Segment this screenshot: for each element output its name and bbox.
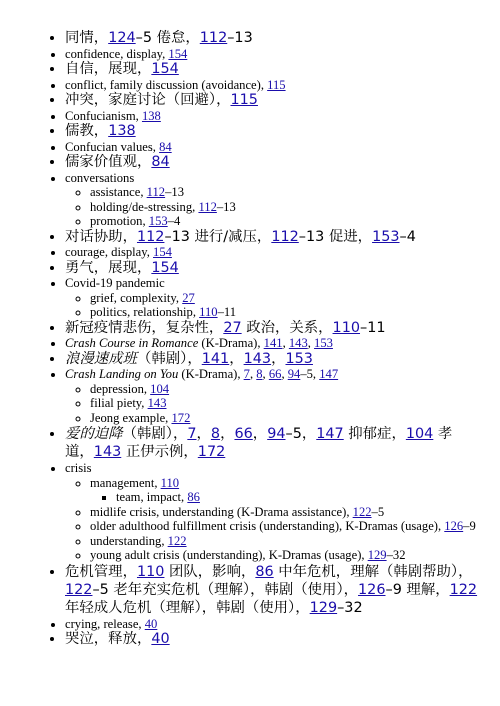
page-ref-link[interactable]: 141 — [201, 350, 230, 367]
entry-text: conversations — [65, 170, 135, 185]
index-entry — [65, 367, 480, 425]
index-entry — [65, 30, 480, 47]
entry-text: –13 — [216, 199, 236, 214]
entry-text: confidence, display, — [65, 46, 169, 61]
page-ref-link[interactable]: 66 — [268, 367, 282, 381]
page-ref-link[interactable]: 8 — [210, 426, 221, 442]
subentry-list — [65, 382, 480, 426]
index-entry — [65, 92, 480, 109]
title-text: Crash Course in Romance — [65, 336, 199, 350]
entry-text: ， — [252, 426, 268, 442]
entry-text: 儒家价值观， — [65, 154, 152, 170]
page-ref-link[interactable]: 124 — [108, 30, 136, 46]
entry-text: 中年危机，理解（韩剧帮助）， — [273, 563, 473, 580]
page-ref-link[interactable]: 126 — [444, 519, 464, 533]
entry-text: ， — [229, 350, 244, 367]
index-entry — [65, 229, 480, 246]
entry-text: –9 理解， — [385, 581, 450, 598]
page-ref-link[interactable]: 126 — [358, 581, 386, 598]
index-subentry — [90, 305, 480, 320]
index-entry — [65, 78, 480, 93]
page-ref-link[interactable]: 40 — [144, 616, 158, 631]
entry-text: , — [281, 367, 288, 381]
index-entry — [65, 351, 480, 368]
index-subentry — [90, 519, 480, 534]
index-entry — [65, 320, 480, 337]
index-entry — [65, 617, 480, 632]
page-ref-link[interactable]: 115 — [267, 77, 286, 92]
page-ref-link[interactable]: 112 — [136, 228, 165, 245]
entry-text: –5, — [300, 367, 320, 381]
entry-text: management, — [90, 475, 161, 490]
subentry-list — [65, 185, 480, 229]
page-ref-link[interactable]: 153 — [285, 350, 313, 367]
entry-text: –13 进行/减压， — [164, 228, 272, 245]
entry-text: –5 老年充实危机（理解），韩剧（使用）， — [92, 581, 359, 598]
index-subentry — [90, 382, 480, 397]
entry-text: 政治，关系， — [241, 319, 333, 336]
entry-text: –13 — [165, 185, 184, 199]
page-ref-link[interactable]: 143 — [147, 396, 167, 410]
entry-text: depression, — [90, 381, 151, 396]
title-text: Crash Landing on You — [65, 367, 179, 381]
entry-text: understanding, — [90, 533, 168, 548]
entry-text: crying, release, — [65, 616, 145, 631]
page-ref-link[interactable]: 143 — [93, 444, 122, 460]
entry-text: young adult crisis (understanding), K-Dramas (usage), — [90, 548, 368, 562]
page-ref-link[interactable]: 122 — [65, 581, 93, 598]
entry-text: 冲突，家庭讨论（回避）， — [65, 92, 231, 108]
entry-text: –13 — [227, 30, 253, 46]
index-subentry — [90, 411, 480, 426]
index-entry — [65, 154, 480, 171]
entry-text: filial piety, — [90, 396, 148, 410]
page-ref-link[interactable]: 147 — [319, 367, 339, 381]
index-subentry — [90, 291, 480, 306]
index-subentry — [90, 396, 480, 411]
index-entry — [65, 276, 480, 320]
page-ref-link[interactable]: 27 — [223, 319, 242, 336]
entry-text: 哭泣，释放， — [65, 631, 152, 647]
entry-text: ， — [196, 426, 211, 442]
page-ref-link[interactable]: 153 — [314, 336, 333, 350]
entry-text: 对话协助， — [65, 228, 137, 245]
index-entry — [65, 336, 480, 351]
index-subentry — [90, 534, 480, 549]
entry-text: –11 — [217, 305, 237, 319]
index-entry — [65, 109, 480, 124]
index-subentry — [90, 200, 480, 215]
page-ref-link[interactable]: 86 — [255, 563, 274, 580]
page-ref-link[interactable]: 110 — [332, 319, 361, 336]
index-entry — [65, 140, 480, 155]
entry-text: –11 — [360, 319, 386, 336]
page-ref-link[interactable]: 141 — [263, 336, 283, 350]
entry-text: , — [307, 336, 315, 350]
entry-text: 危机管理， — [65, 563, 137, 580]
page-ref-link[interactable]: 104 — [405, 426, 434, 442]
entry-text: crisis — [65, 461, 92, 475]
entry-text: –32 — [337, 599, 363, 616]
entry-text: promotion, — [90, 214, 149, 228]
entry-text: courage, display, — [65, 245, 154, 259]
entry-text: grief, complexity, — [90, 290, 183, 305]
page-ref-link[interactable]: 84 — [151, 154, 170, 170]
page-ref-link[interactable]: 154 — [151, 61, 179, 77]
index-subsubentry — [116, 490, 480, 505]
index-subentry — [90, 476, 480, 505]
entry-text: ， — [220, 426, 235, 442]
page-ref-link[interactable]: 27 — [182, 290, 195, 305]
entry-text: Jeong example, — [90, 410, 172, 425]
page-ref-link[interactable]: 110 — [199, 305, 218, 319]
entry-text: 正伊示例， — [121, 444, 198, 460]
index-subentry — [90, 548, 480, 563]
entry-text: holding/de-stressing, — [90, 199, 199, 214]
page-ref-link[interactable]: 154 — [151, 259, 179, 276]
entry-text: 勇气，展现， — [65, 259, 152, 276]
page-ref-link[interactable]: 172 — [197, 444, 226, 460]
index-entry — [65, 47, 480, 62]
index-subentry — [90, 214, 480, 229]
page-ref-link[interactable]: 112 — [199, 30, 228, 46]
page-ref-link[interactable]: 7 — [187, 426, 197, 442]
subentry-list — [65, 291, 480, 320]
entry-text: （韩剧）， — [136, 350, 202, 367]
page-ref-link[interactable]: 112 — [271, 228, 299, 245]
index-entry — [65, 123, 480, 140]
page-ref-link[interactable]: 129 — [367, 548, 387, 562]
page-ref-link[interactable]: 110 — [136, 563, 165, 580]
page-ref-link[interactable]: 110 — [160, 475, 180, 490]
page-ref-link[interactable]: 129 — [309, 599, 338, 616]
index-entry — [65, 171, 480, 229]
page-ref-link[interactable]: 7 — [243, 367, 250, 381]
index-subentry — [90, 505, 480, 520]
page-ref-link[interactable]: 122 — [449, 581, 478, 598]
page-ref-link[interactable]: 94 — [287, 367, 301, 381]
entry-text: , — [282, 336, 289, 350]
entry-text: (K-Drama), — [178, 367, 244, 381]
page-ref-link[interactable]: 115 — [230, 92, 258, 108]
page-ref-link[interactable]: 84 — [159, 139, 172, 154]
entry-text: –4 — [167, 214, 181, 228]
title-text: 浪漫速成班 — [65, 350, 137, 367]
page-ref-link[interactable]: 172 — [171, 410, 191, 425]
page-ref-link[interactable]: 138 — [108, 123, 136, 139]
entry-text: –13 促进， — [298, 228, 373, 245]
index-list — [45, 30, 480, 648]
page-ref-link[interactable]: 153 — [372, 228, 400, 245]
entry-text: 抑郁症， — [343, 426, 406, 442]
entry-text: conflict, family discussion (avoidance), — [65, 77, 268, 92]
page-ref-link[interactable]: 66 — [234, 426, 253, 442]
page-ref-link[interactable]: 138 — [141, 108, 161, 123]
index-entry — [65, 461, 480, 563]
index-entry — [65, 245, 480, 260]
index-entry — [65, 631, 480, 648]
subentry-list — [65, 476, 480, 563]
page-ref-link[interactable]: 112 — [198, 199, 217, 214]
entry-text: team, impact, — [116, 490, 188, 504]
entry-text: midlife crisis, understanding (K-Drama assistance), — [90, 504, 353, 519]
entry-text: (K-Drama), — [198, 336, 264, 350]
page-ref-link[interactable]: 153 — [148, 214, 168, 228]
entry-text: 孝道， — [65, 426, 453, 460]
title-text: 爱的迫降 — [65, 426, 123, 442]
page-ref-link[interactable]: 147 — [316, 426, 344, 442]
page-ref-link[interactable]: 122 — [167, 533, 187, 548]
page-ref-link[interactable]: 112 — [146, 185, 166, 199]
entry-text: ， — [271, 350, 286, 367]
page-ref-link[interactable]: 143 — [243, 350, 272, 367]
entry-text: 新冠疫情悲伤，复杂性， — [65, 319, 224, 336]
page-ref-link[interactable]: 8 — [256, 367, 263, 381]
index-entry — [65, 260, 480, 277]
entry-text: politics, relationship, — [90, 305, 200, 319]
entry-text: , — [249, 367, 257, 381]
page-ref-link[interactable]: 86 — [187, 490, 200, 504]
entry-text: –4 — [399, 228, 416, 245]
subsubentry-list — [90, 490, 480, 505]
entry-text: –5， — [285, 426, 317, 442]
entry-text: 儒教， — [65, 123, 109, 139]
entry-text: older adulthood fulfillment crisis (understanding), K-Dramas (usage), — [90, 519, 445, 533]
index-subentry — [90, 185, 480, 200]
index-entry — [65, 563, 480, 617]
entry-text: , — [262, 367, 269, 381]
entry-text: –9 — [463, 519, 476, 533]
entry-text: Confucian values, — [65, 139, 160, 154]
entry-text: 年轻成人危机（理解），韩剧（使用）， — [65, 599, 310, 616]
page-ref-link[interactable]: 154 — [153, 245, 172, 259]
entry-text: –5 倦怠， — [135, 30, 200, 46]
page-ref-link[interactable]: 143 — [288, 336, 308, 350]
page-ref-link[interactable]: 94 — [267, 426, 286, 442]
entry-text: Covid-19 pandemic — [65, 276, 165, 290]
entry-text: assistance, — [90, 185, 147, 199]
entry-text: –5 — [371, 504, 385, 519]
entry-text: 团队，影响， — [164, 563, 256, 580]
entry-text: 同情， — [65, 30, 109, 46]
entry-text: （韩剧）， — [122, 426, 188, 442]
page-ref-link[interactable]: 154 — [168, 46, 188, 61]
index-entry — [65, 61, 480, 78]
entry-text: 自信，展现， — [65, 61, 152, 77]
entry-text: –32 — [386, 548, 406, 562]
entry-text: Confucianism, — [65, 108, 142, 123]
index-entry — [65, 425, 480, 461]
page-ref-link[interactable]: 104 — [150, 381, 170, 396]
page-ref-link[interactable]: 122 — [352, 504, 372, 519]
page-ref-link[interactable]: 40 — [151, 631, 170, 647]
